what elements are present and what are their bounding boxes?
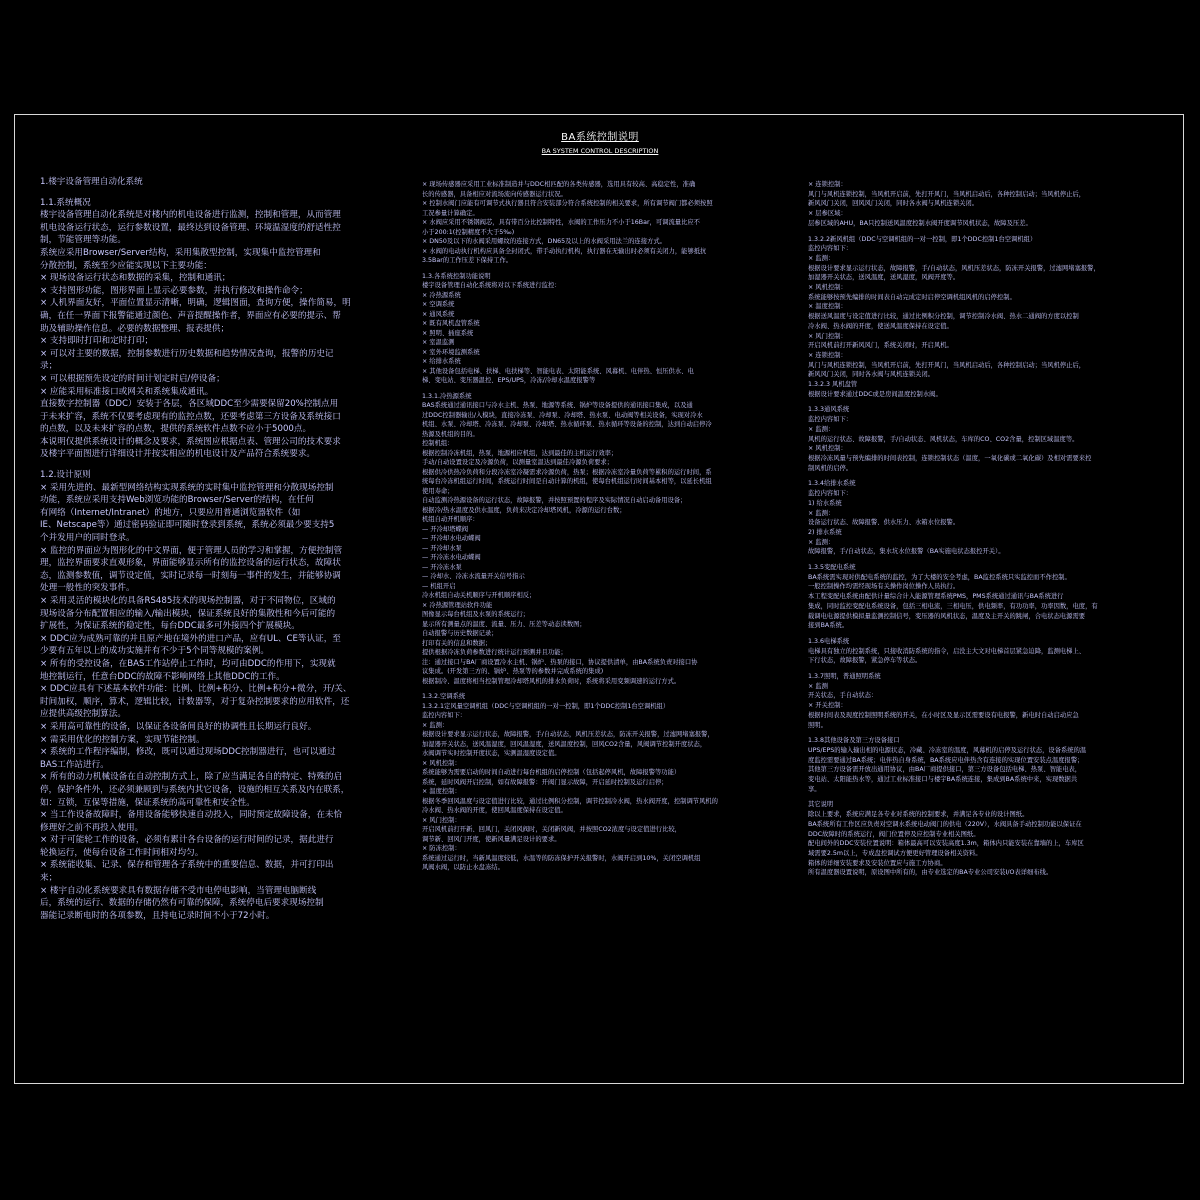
col3-line: 加湿器开关状态，送风温度，送风湿度，风阀开度等。 bbox=[808, 274, 960, 282]
col3-line: × 开关控制： bbox=[808, 702, 847, 710]
col1-line: × 需采用优化的控制方案，实现节能控制。 bbox=[40, 734, 205, 745]
col3-line: 根据送风温度与设定值进行比较，通过比例积分控制，调节控制冷水阀、热水二通阀的方度以控制 bbox=[808, 313, 1079, 321]
col2-line: 系统通过运行时，当新风温度较低，水温等的防冻保护开关报警时，水阀开启到10%，关闭空调机组 bbox=[422, 854, 701, 862]
col2-line: 水阀调节实时控制开度状态，实测温湿度设定值。 bbox=[422, 750, 561, 757]
col3-line: 一般控制操作均需经现场有关操作岗位操作人员执行。 bbox=[808, 583, 960, 591]
col3-line: 层参区域的AHU，BA只控制送风温度控制水阀开度调节风机状态，故障及压差。 bbox=[808, 219, 1032, 227]
col2-line: 手动/自动设置设定及冷源负荷，以测量室温达到最佳冷源负荷要求； bbox=[422, 459, 614, 466]
col3-line: 根据冷冻风量与预先编排的时间表控制，连锁控制状态（温度，一氧化碳或二氧化碳）及相对需要来控 bbox=[808, 454, 1092, 462]
col2-line: 使用寿命； bbox=[422, 487, 454, 495]
col3-line: × 监测： bbox=[808, 509, 835, 517]
col1-line bbox=[40, 189, 392, 197]
col1-line: × 现场设备运行状态和数据的采集，控制和通讯； bbox=[40, 273, 231, 284]
col2-line: × 控制水阀门应能有可调节式执行器且符合安装部分符合系统控制的相关要求，所有调节阀门都必须按照 bbox=[422, 200, 713, 207]
col2-line: 热源及机组的目的。 bbox=[422, 430, 479, 438]
col2-line: — 开冷却水电动蝶阀 bbox=[422, 535, 481, 542]
col3-line: 除以上要求，系统应满足各专业对系统的控制要求，并满足各专业的设计图纸。 bbox=[808, 811, 1029, 819]
col3-line: 所有温度器设置说明，原设图中所有的，由专业选定的BA专业公司安装I/O表详细布线。 bbox=[808, 869, 1053, 877]
col1-line: 修理好之前不再投入使用。 bbox=[40, 822, 144, 833]
col3-line: UPS/EPS的输入输出相的电源状态，冷藏、冷冻室的温度，风幕机的启停及运行状态，设备系统的温 bbox=[808, 746, 1087, 754]
col3-line: DDC故障时的系统运行，阀门位置停及应控制专业相关图纸。 bbox=[808, 830, 980, 838]
col3-line: 开关状态，手自动状态： bbox=[808, 692, 878, 700]
col3-line: 1.3.5变配电系统 bbox=[808, 564, 856, 572]
col1-line: IE、Netscape等）通过密码验证即可随时登录到系统，系统必须最少要支持5 bbox=[40, 520, 335, 531]
col1-line: 直接数字控制器（DDC）安装于各层，各区域DDC至少需要保留20%控制点用 bbox=[40, 399, 339, 410]
col3-line: 系统能够按预先编排的时间表自动完成定时启停空调机组风机的启停控制。 bbox=[808, 293, 1016, 301]
col2-line: 加湿器开关状态，送风温湿度，回风温湿度，送风温度控制，回风CO2含量，风阀调节控制开度状态， bbox=[422, 740, 707, 748]
doc-title: BA系统控制说明 bbox=[561, 132, 639, 143]
col3-line: 冷水阀、热水阀的开度，使送风温度保持在设定值。 bbox=[808, 322, 953, 330]
col3-line: × 监测： bbox=[808, 538, 835, 546]
col1-line: 如：互锁，互保等措施，保证系统的高可靠性和安全性。 bbox=[40, 797, 255, 808]
col2-line: 根据控制冷冻机组，热泵，地源相应机组，达到最佳的主机运行效率； bbox=[422, 449, 618, 457]
col2-line: 冷水机组自动关机顺序与开机顺序相反； bbox=[422, 592, 536, 599]
col3-line: BA系统需实现对供配电系统的监控，为了大楼的安全考虑，BA监控系统只实监控而不作控制。 bbox=[808, 573, 1071, 581]
col2-line: — 开冷却塔蝶阀 bbox=[422, 525, 469, 533]
col2-line: 开启风机前打开新、回风门，关闭风阀时，关闭新风阀，并按照CO2浓度与设定值进行比较， bbox=[422, 826, 681, 833]
col3-line: × 连锁控制： bbox=[808, 351, 847, 359]
col3-line: 监控内容如下： bbox=[808, 490, 853, 498]
col3-line: 1) 给水系统 bbox=[808, 499, 842, 507]
col3-line: 根据时间表及现度控制照明系统的开关，在小时区及显示区需要设有电报警，新电时自动启动应急 bbox=[808, 711, 1079, 719]
col1-line: 分散控制，系统至少应能实现以下主要功能： bbox=[40, 260, 212, 271]
col3-line: × 监测： bbox=[808, 254, 835, 262]
col2-line: 楼宇设备管理自动化系统将对以下系统进行监控： bbox=[422, 282, 561, 289]
col2-line: 控制机组： bbox=[422, 440, 454, 447]
col2-line: 自动报警与历史数据记录； bbox=[422, 630, 498, 637]
col1-line: 来； bbox=[40, 873, 58, 884]
col3-line: 照明。 bbox=[808, 721, 827, 729]
col3-line: 根据设计要求通过DDC或是房间温度控制水阀。 bbox=[808, 390, 942, 398]
col1-line: × 对于可能轮工作的设备，必须有累计各台设备的运行时间的记录，据此进行 bbox=[40, 835, 334, 846]
col3-line: 设备运行状态、故障报警、供水压力、水箱水位报警。 bbox=[808, 519, 960, 527]
col3-line: 1.3.8其他设备及第三方设备接口 bbox=[808, 737, 900, 745]
col2-line: × 水阀应采用不锈钢阀芯，具有带百分比控制特性，水阀的工作压力不小于16Bar，可调流量比应不 bbox=[422, 219, 700, 226]
col1-line: × DDC应为成熟可靠的并且原产地在境外的进口产品，应有UL、CE等认证，至 bbox=[40, 633, 341, 644]
col2-line: 工况参量计算确定。 bbox=[422, 209, 479, 217]
col2-line: 小于200:1(控制精度不大于5‰) bbox=[422, 228, 515, 236]
col1-line: 少要有五年以上的成功实施并有不少于5个同等规模的案例。 bbox=[40, 646, 269, 657]
col2-line: 显示所有测量点的温度、流量、压力、压差等动态读数图； bbox=[422, 620, 586, 628]
col2-line: 1.3.各系统控制功能说明 bbox=[422, 272, 491, 280]
col1-line: 录； bbox=[40, 361, 58, 372]
col1-line: 1.1.系统概况 bbox=[40, 197, 91, 208]
col1-line: × 监控的界面应为图形化的中文界面，便于管理人员的学习和掌握，方便控制管 bbox=[40, 545, 343, 556]
col3-line: 接到BA系统。 bbox=[808, 622, 849, 630]
col1-line: 制，节能管理等功能。 bbox=[40, 235, 126, 246]
col2-line: 梯、变电站、变压器温控、EPS/UPS，冷冻/冷却水温度报警等 bbox=[422, 377, 596, 384]
col3-line: 度监控需要通过BA系统；电伴热自身系统，BA系统应电伴热含有连接的实现位置安装点温度报警； bbox=[808, 756, 1084, 764]
col3-line: 其他第三方设备需开放出通用协议，由BA厂商提供接口，第三方设备包括电梯、热泵、智能电表， bbox=[808, 766, 1082, 774]
col3-line: 下行状态，故障报警，紧急停车等状态。 bbox=[808, 657, 922, 665]
col2-line: 3.5Bar的工作压差下保持工作。 bbox=[422, 257, 513, 264]
col2-line: × 防冻控制： bbox=[422, 845, 461, 852]
col1-line: 时间加权，顺序，算术，逻辑比较，计数器等，对于复杂控制要求的应用软件，还 bbox=[40, 696, 350, 707]
col3-line: 箱体的详细安装要求及安装位置应与施工方协商。 bbox=[808, 859, 947, 867]
text-column-2 bbox=[422, 180, 774, 873]
col2-line: × 照明、插座系统 bbox=[422, 329, 474, 337]
col1-line: 停，保护条件外，还必须兼顾到与系统内其它设备，设施的相互关系及内在联系， bbox=[40, 784, 350, 795]
col3-line: 1.3.3通风系统 bbox=[808, 406, 850, 414]
col2-line: 系统能够为需要启动的时间自动进行每台机组的启停控制（包括起停风机，故障报警等功能） bbox=[422, 769, 681, 776]
doc-subtitle: BA SYSTEM CONTROL DESCRIPTION bbox=[541, 147, 659, 155]
col2-line: — 开冷冻水泵 bbox=[422, 563, 462, 571]
col2-line: × 冷热源管理站软件功能 bbox=[422, 601, 493, 609]
col3-line: 变电站、太阳能热水等，通过工业标准接口与楼宇BA系统连接，集成到BA系统中来，实现数据共 bbox=[808, 776, 1078, 784]
col2-line: 统每台冷冻机组运行时间，系统运行时间是自动计算的机组，使每台机组运行时间基本相等，以延长机组 bbox=[422, 478, 712, 485]
col1-line: × 所有的受控设备，在BAS工作站停止工作时，均可由DDC的作用下，实现就 bbox=[40, 658, 336, 669]
col3-line: 2) 排水系统 bbox=[808, 528, 842, 536]
col2-line: 注：通过接口与BA厂商设置冷水主机、锅炉、热泵的接口，协议提供清单，由BA系统负责对接口协 bbox=[422, 658, 698, 666]
col3-line: 制风机的启停。 bbox=[808, 464, 853, 472]
col2-line: 根据冬季回风温度与设定值进行比较，通过比例积分控制，调节控制冷水阀，热水阀开度，控制调节风机的 bbox=[422, 797, 718, 805]
col1-line: 有网络（Internet/Intranet）的地方，只要应用普通浏览器软件（如 bbox=[40, 507, 301, 518]
col1-line: × 当工作设备故障时，备用设备能够快速自动投入，同时预定故障设备，在未恰 bbox=[40, 810, 343, 821]
col1-line: 后，系统的运行、数据的存储仍然有可靠的保障，系统停电后要求现场控制 bbox=[40, 898, 324, 909]
col1-line: 地控制运行，任意台DDC的故障不影响网络上其他DDC的工作。 bbox=[40, 671, 285, 682]
col1-line: × 支持图形功能，图形界面上显示必要参数，并执行修改和操作命令； bbox=[40, 285, 308, 296]
col3-line: 故障报警，手/自动状态，集水坑水位报警（BA实施电状态报控开关）。 bbox=[808, 548, 1005, 556]
col2-line: 图像显示每台机组及水泵的系统运行； bbox=[422, 611, 530, 618]
col3-line: × 风机控制： bbox=[808, 445, 847, 453]
col2-line: × DN50及以下的水阀采用螺纹的连接方式，DN65及以上的水阀采用法兰的连接方式。 bbox=[422, 238, 666, 245]
col1-line: 确，在任一界面下报警能通过颜色、声音提醒操作者，界面应有必要的提示、帮 bbox=[40, 310, 341, 321]
col3-line: 域需要2.5m以上，专成盘控调试方便更好管理设备相关资料。 bbox=[808, 850, 982, 857]
col2-line: — 开冷冻水电动蝶阀 bbox=[422, 554, 481, 561]
col2-line: — 开冷却水泵 bbox=[422, 544, 462, 552]
col1-line: × 支持即时打印和定时打印； bbox=[40, 336, 154, 347]
col2-line: 根据冷/热水温度及供水温度，负荷来决定冷却塔风机，冷源的运行台数； bbox=[422, 506, 626, 514]
col1-line: 助及辅助操作信息。必要的数据整理、报表提供； bbox=[40, 323, 230, 334]
col1-line: 扩展性，为保证系统的稳定性，每台DDC最多可外接四个扩展模块。 bbox=[40, 621, 300, 632]
col3-line: 风机的运行状态、故障报警，手/自动状态、风机状态，车库的CO、CO2含量，控制区域温度等。 bbox=[808, 435, 1079, 443]
col1-line: 轮换运行，使每台设备工作时间相对均匀。 bbox=[40, 847, 204, 858]
col3-line: 1.3.4给排水系统 bbox=[808, 480, 856, 488]
col2-line: 冷水阀、热水阀的开度，使回风温度保持在设定值。 bbox=[422, 807, 567, 814]
col1-line: × 楼宇自动化系统要求具有数据存储不受市电停电影响，当管理电脑断线 bbox=[40, 885, 317, 896]
text-column-3 bbox=[808, 180, 1163, 878]
col1-line: 于未来扩容，系统不仅要考虑现有的监控点数，还要考虑第三方设备及系统接口 bbox=[40, 411, 341, 422]
col2-line: — 机组开启 bbox=[422, 582, 456, 590]
col3-line: × 层参区域： bbox=[808, 210, 847, 218]
col2-line: 打印有关的信息和数据； bbox=[422, 639, 492, 647]
col3-line: 其它说明 bbox=[808, 801, 834, 809]
col1-line: × 系统能收集、记录、保存和管理各子系统中的重要信息、数据，并可打印出 bbox=[40, 860, 334, 871]
col2-line: × 其他设备包括电梯、扶梯、电扶梯等、智能电表、太阳能系统、风幕机、电伴热、恒压供水、电 bbox=[422, 367, 694, 375]
col3-line: 监控内容如下： bbox=[808, 245, 853, 253]
col3-line: × 监测： bbox=[808, 425, 835, 433]
col2-line: 自动监测冷热源设备的运行状态，故障报警，并按照预置的程序及实际情况自动启动备用设备； bbox=[422, 497, 687, 504]
col1-line: 现场设备分布配置相应的输入/输出模块，保证系统良好的集散性和今后可能的 bbox=[40, 608, 336, 619]
col1-line: 1.楼宇设备管理自动化系统 bbox=[40, 177, 143, 187]
col3-line: 1.3.2.3 风机盘管 bbox=[808, 381, 858, 389]
col1-line: 功能，系统应采用支持Web浏览功能的Browser/Server的结构，在任何 bbox=[40, 495, 314, 506]
col1-line: 楼宇设备管理自动化系统是对楼内的机电设备进行监测，控制和管理，从而管理 bbox=[40, 210, 341, 221]
col3-line: × 风机控制： bbox=[808, 284, 847, 292]
col2-line: 机组自动开机顺序： bbox=[422, 516, 479, 523]
col1-line: 器能记录断电时的各项参数，且持电记录时间不小于72小时。 bbox=[40, 910, 275, 921]
col3-line: 电梯具有独立的控制系统，只接收消防系统的指令，启没主大文对电梯首层紧急迫降，监测电梯上、 bbox=[808, 647, 1086, 655]
col2-line: 过DDC控制器输出/入模块，直接冷冻泵、冷却泵、冷却塔、热水泵、电动阀等相关设备，实现对冷水 bbox=[422, 411, 703, 419]
col3-line: 风门与风机连锁控制，当风机开启前，先打开风门，当风机启动后，各种控制启动；当风机停止后， bbox=[808, 190, 1086, 198]
col2-line: × 监测： bbox=[422, 721, 449, 729]
col1-line: × 可以根据预先设定的时间计划定时启/停设备； bbox=[40, 373, 225, 384]
col1-line: 本说明仅提供系统设计的概念及要求，系统图应根据点表、管理公司的技术要求 bbox=[40, 436, 341, 447]
col2-line: 监控内容如下： bbox=[422, 712, 467, 719]
col1-line: × 可以对主要的数据，控制参数进行历史数据和趋势情况查询，报警的历史记 bbox=[40, 348, 334, 359]
col1-line: BAS工作站进行。 bbox=[40, 759, 109, 770]
col2-line: 议集成。(开发第三方的、锅炉、热泵等的参数并完成系统的集成) bbox=[422, 668, 604, 675]
col2-line: × 空调系统 bbox=[422, 301, 455, 308]
col3-line: × 温度控制： bbox=[808, 303, 847, 311]
col1-line: 及楼宇平面图进行详细设计并按实相应的机电设计及产品符合系统要求。 bbox=[40, 449, 316, 460]
col2-line: 1.3.2.1定风量空调机组（DDC与空调机组的一对一控制，即1个DDC控制1台空调机组） bbox=[422, 702, 670, 710]
col3-line: BA系统所有工作区应负责对空调水系统电动阀门的供电（220V），水阀具备手动控制功能以保证在 bbox=[808, 820, 1082, 828]
col3-line: 1.3.6电梯系统 bbox=[808, 637, 850, 645]
col1-line: 的点数，以及未来扩容的点数，提供的系统软件点数不应小于5000点。 bbox=[40, 424, 312, 435]
col3-line: 载调电电源提供模拟量监测控制信号，变压器的风机状态，温度及主开关的跳闸，合电状态电源需要 bbox=[808, 612, 1086, 620]
col1-line: × 采用高可靠性的设备，以保证各设备间良好的协调性且长期运行良好。 bbox=[40, 721, 317, 732]
col1-line: 个并发用户的同时登录。 bbox=[40, 533, 135, 544]
col1-line: 态，监测参数值，调节设定值，实时记录每一时刻每一事件的发生，并能够协调 bbox=[40, 570, 341, 581]
col2-line: 根据制冷、温度将相当控制管理冷却塔风机的排水负荷时，系统将采用变频调速的运行方式。 bbox=[422, 677, 681, 685]
col2-line: × 现场传感器应采用工业标准制造并与DDC相匹配的各类传感器，选用具有较高、高稳定性，准确 bbox=[422, 181, 696, 188]
col2-line: 根据供冷供热冷负荷和分段冷冻室冷凝需求冷源负荷，热泵；根据冷冻室冷量负荷等累积的运行时间，系 bbox=[422, 468, 712, 476]
col1-line: 机电设备运行状态，运行参数设置，最终达到设备管理、环境温湿度的舒适性控 bbox=[40, 222, 341, 233]
col2-line: × 通风系统 bbox=[422, 310, 455, 318]
col3-line: 1.3.2.2新风机组（DDC与空调机组的一对一控制，即1个DDC控制1台空调机组） bbox=[808, 235, 1037, 243]
col1-line: × 应能采用标准接口或网关和系统集成通讯。 bbox=[40, 386, 214, 397]
col3-line: 配电间外的DDC安装位置说明：箱体最高可以安装高度1.3m，箱体内只能安装在靠墙的上，车库区 bbox=[808, 840, 1084, 848]
col2-line: × 给排水系统 bbox=[422, 358, 461, 365]
col2-line: 机组、水泵、冷却塔、冷冻泵、冷却泵、冷却塔、热水循环泵、热水循环等设备的控制，达到自动启停冷 bbox=[422, 421, 712, 428]
col2-line: BAS系统通过通讯接口与冷水主机、热泵、地源等系统、锅炉等设备提供的通讯接口集成，以及通 bbox=[422, 402, 693, 409]
col2-line: × 室温监测 bbox=[422, 339, 455, 346]
col1-line: × 采用灵活的模块化的具备RS485技术的现场控制器，对于不同物位，区域的 bbox=[40, 596, 336, 606]
col2-line: 根据设计要求显示运行状态，故障报警，手/自动状态，风机压差状态，防冻开关报警，过滤网堵塞报警， bbox=[422, 731, 714, 738]
col1-line: 1.2.设计原则 bbox=[40, 470, 91, 481]
col2-line: × 风机控制： bbox=[422, 759, 461, 767]
col2-line: 长的传感器，具备相应对流场流向传感器运行状况。 bbox=[422, 190, 567, 198]
col3-line: 新风风门关闭，回风风门关闭，同时各水阀与风机连锁关闭。 bbox=[808, 200, 979, 208]
col2-line: × 水阀的电动执行机构应具备全封闭式，带手动执行机构，执行器在无输出时必须有关闭力，能够抵抗 bbox=[422, 247, 707, 255]
col3-line: 享。 bbox=[808, 785, 821, 793]
col2-line: × 室外环境监测系统 bbox=[422, 348, 480, 356]
col1-line: × 系统的工作程序编制，修改，既可以通过现场DDC控制器进行，也可以通过 bbox=[40, 747, 336, 758]
col1-line: × 采用先进的、最新型网络结构实现系统的实时集中监控管理和分散现场控制 bbox=[40, 482, 334, 493]
col2-line: 1.3.1.冷热源系统 bbox=[422, 392, 472, 400]
text-column-1 bbox=[40, 176, 392, 922]
col1-line: 处理一般性的突发事件。 bbox=[40, 583, 135, 594]
col2-line: 1.3.2.空调系统 bbox=[422, 693, 466, 700]
col1-line: × 人机界面友好，平面位置显示清晰，明确，逻辑图面，查询方便，操作简易，明 bbox=[40, 298, 351, 309]
col1-line: × 所有的动力机械设备在自动控制方式上，除了应当满足各自的特定、特殊的启 bbox=[40, 772, 343, 783]
col2-line: 风阀水阀，以防止水盘冻结。 bbox=[422, 864, 504, 871]
col3-line: 本工程变配电系统由配供计量综合计入能源管理系统PMS，PMS系统通过通讯与BA系统进行 bbox=[808, 593, 1064, 601]
col3-line: × 风门控制： bbox=[808, 332, 847, 340]
col3-line: 开启风机前打开新风风门，系统关闭时，开启风机。 bbox=[808, 342, 953, 350]
col1-line: 理，监控界面要求直观形象，界面能够显示所有的监控设备的运行状态，故障状 bbox=[40, 558, 341, 569]
col2-line: 提供根据冷冻负荷参数进行统计运行预测并且功能； bbox=[422, 649, 567, 656]
col1-line: × DDC应具有下述基本软件功能：比例、比例+积分、比例+积分+微分，开/关、 bbox=[40, 684, 352, 695]
col2-line: × 温度控制： bbox=[422, 788, 461, 795]
col2-line: 系统，延时风阀开启控制，如有故障报警：开阀门显示故障，开启延时控制及运行启停； bbox=[422, 778, 668, 786]
col3-line: 根据设计要求显示运行状态，故障报警，手/自动状态，风机压差状态，防冻开关报警，过滤网堵塞报警， bbox=[808, 264, 1100, 272]
col3-line: 监控内容如下： bbox=[808, 416, 853, 424]
col3-line: 集成，同时监控变配电系统设备，包括三相电流，三相电压，供电频率，有功功率，功率因数，电度，有 bbox=[808, 602, 1098, 610]
col3-line: 1.3.7照明，普通照明系统 bbox=[808, 673, 881, 681]
col1-line: 应提供高级控制算法。 bbox=[40, 709, 126, 720]
col1-line bbox=[40, 461, 392, 469]
col2-line: × 既有风机盘管系统 bbox=[422, 320, 480, 327]
col3-line: × 监测 bbox=[808, 682, 828, 690]
col1-line: 系统应采用Browser/Server结构，采用集散型控制，实现集中监控管理和 bbox=[40, 247, 321, 258]
col2-line: 调节新、回风门开度，使新风量满足设计的要求。 bbox=[422, 835, 561, 843]
col2-line: × 冷热源系统 bbox=[422, 291, 461, 299]
col3-line: × 连锁控制： bbox=[808, 181, 847, 188]
col2-line: — 冷却水、冷冻水流量开关信号指示 bbox=[422, 573, 525, 580]
col3-line: 新风风门关闭，同时各水阀与风机连锁关闭。 bbox=[808, 371, 934, 379]
col2-line: × 风门控制： bbox=[422, 816, 461, 824]
col3-line: 风门与风机连锁控制，当风机开启前，先打开风门，当风机启动后，各种控制启动；当风机停止后， bbox=[808, 361, 1086, 369]
